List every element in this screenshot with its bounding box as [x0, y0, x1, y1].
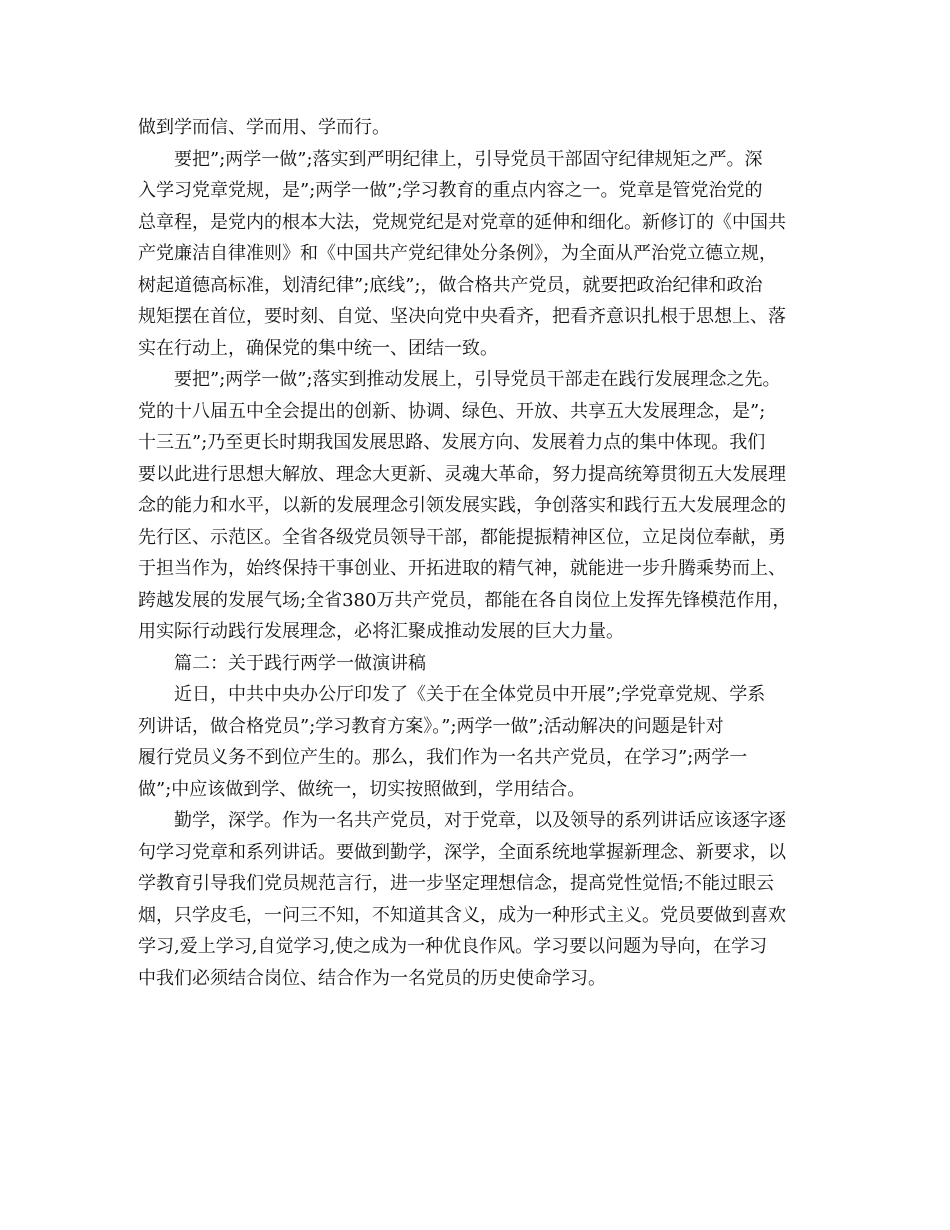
paragraph-start-line: 近日，中共中央办公厅印发了《关于在全体党员中开展”;学党章党规、学系	[174, 684, 766, 705]
text-line: 要以此进行思想大解放、理念大更新、灵魂大革命，努力提高统筹贯彻五大发展理	[138, 463, 786, 485]
text-line: 学习,爱上学习,自觉学习,使之成为一种优良作风。学习要以问题为导向，在学习	[138, 936, 768, 957]
section-heading: 篇二：关于践行两学一做演讲稿	[174, 652, 426, 674]
text-line: 中我们必须结合岗位、结合作为一名党员的历史使命学习。	[138, 967, 606, 989]
text-line: 总章程，是党内的根本大法，党规党纪是对党章的延伸和细化。新修订的《中国共	[138, 211, 786, 233]
text-line: 做到学而信、学而用、学而行。	[138, 117, 390, 138]
text-line: 做”;中应该做到学、做统一，切实按照做到，学用结合。	[138, 778, 586, 800]
text-line: 学教育引导我们党员规范言行，进一步坚定理想信念，提高党性觉悟;不能过眼云	[138, 873, 775, 894]
text-line: 实在行动上，确保党的集中统一、团结一致。	[138, 337, 498, 359]
text-line: 跨越发展的发展气场;全省380万共产党员，都能在各自岗位上发挥先锋模范作用，	[138, 589, 791, 611]
text-line: 先行区、示范区。全省各级党员领导干部，都能提振精神区位，立足岗位奉献，勇	[138, 526, 786, 548]
paragraph-start-line: 要把”;两学一做”;落实到严明纪律上，引导党员干部固守纪律规矩之严。深	[174, 148, 763, 170]
text-line: 于担当作为，始终保持干事创业、开拓进取的精气神，就能进一步升腾乘势而上、	[138, 558, 786, 579]
text-line: 入学习党章党规，是”;两学一做”;学习教育的重点内容之一。党章是管党治党的	[138, 180, 763, 201]
text-line: 党的十八届五中全会提出的创新、协调、绿色、开放、共享五大发展理念，是”;	[138, 400, 766, 422]
text-line: 念的能力和水平，以新的发展理念引领发展实践，争创落实和践行五大发展理念的	[138, 495, 786, 516]
document-page	[138, 112, 828, 994]
paragraph-start-line: 勤学，深学。作为一名共产党员，对于党章，以及领导的系列讲话应该逐字逐	[174, 810, 786, 831]
text-line: 用实际行动践行发展理念，必将汇聚成推动发展的巨大力量。	[138, 621, 624, 642]
text-line: 列讲话，做合格党员”;学习教育方案》。”;两学一做”;活动解决的问题是针对	[138, 715, 724, 737]
text-line: 树起道德高标准，划清纪律”;底线”;，做合格共产党员，就要把政治纪律和政治	[138, 274, 763, 296]
text-line: 十三五”;乃至更长时期我国发展思路、发展方向、发展着力点的集中体现。我们	[138, 432, 766, 453]
text-line: 履行党员义务不到位产生的。那么，我们作为一名共产党员，在学习”;两学一	[138, 747, 748, 768]
text-line: 句学习党章和系列讲话。要做到勤学，深学，全面系统地掌握新理念、新要求，以	[138, 841, 786, 863]
text-line: 烟，只学皮毛，一问三不知，不知道其含义，成为一种形式主义。党员要做到喜欢	[138, 904, 786, 926]
text-line: 产党廉洁自律准则》和《中国共产党纪律处分条例》，为全面从严治党立德立规，	[138, 243, 777, 264]
paragraph-start-line: 要把”;两学一做”;落实到推动发展上，引导党员干部走在践行发展理念之先。	[174, 369, 781, 390]
text-line: 规矩摆在首位，要时刻、自觉、坚决向党中央看齐，把看齐意识扎根于思想上、落	[138, 306, 786, 327]
